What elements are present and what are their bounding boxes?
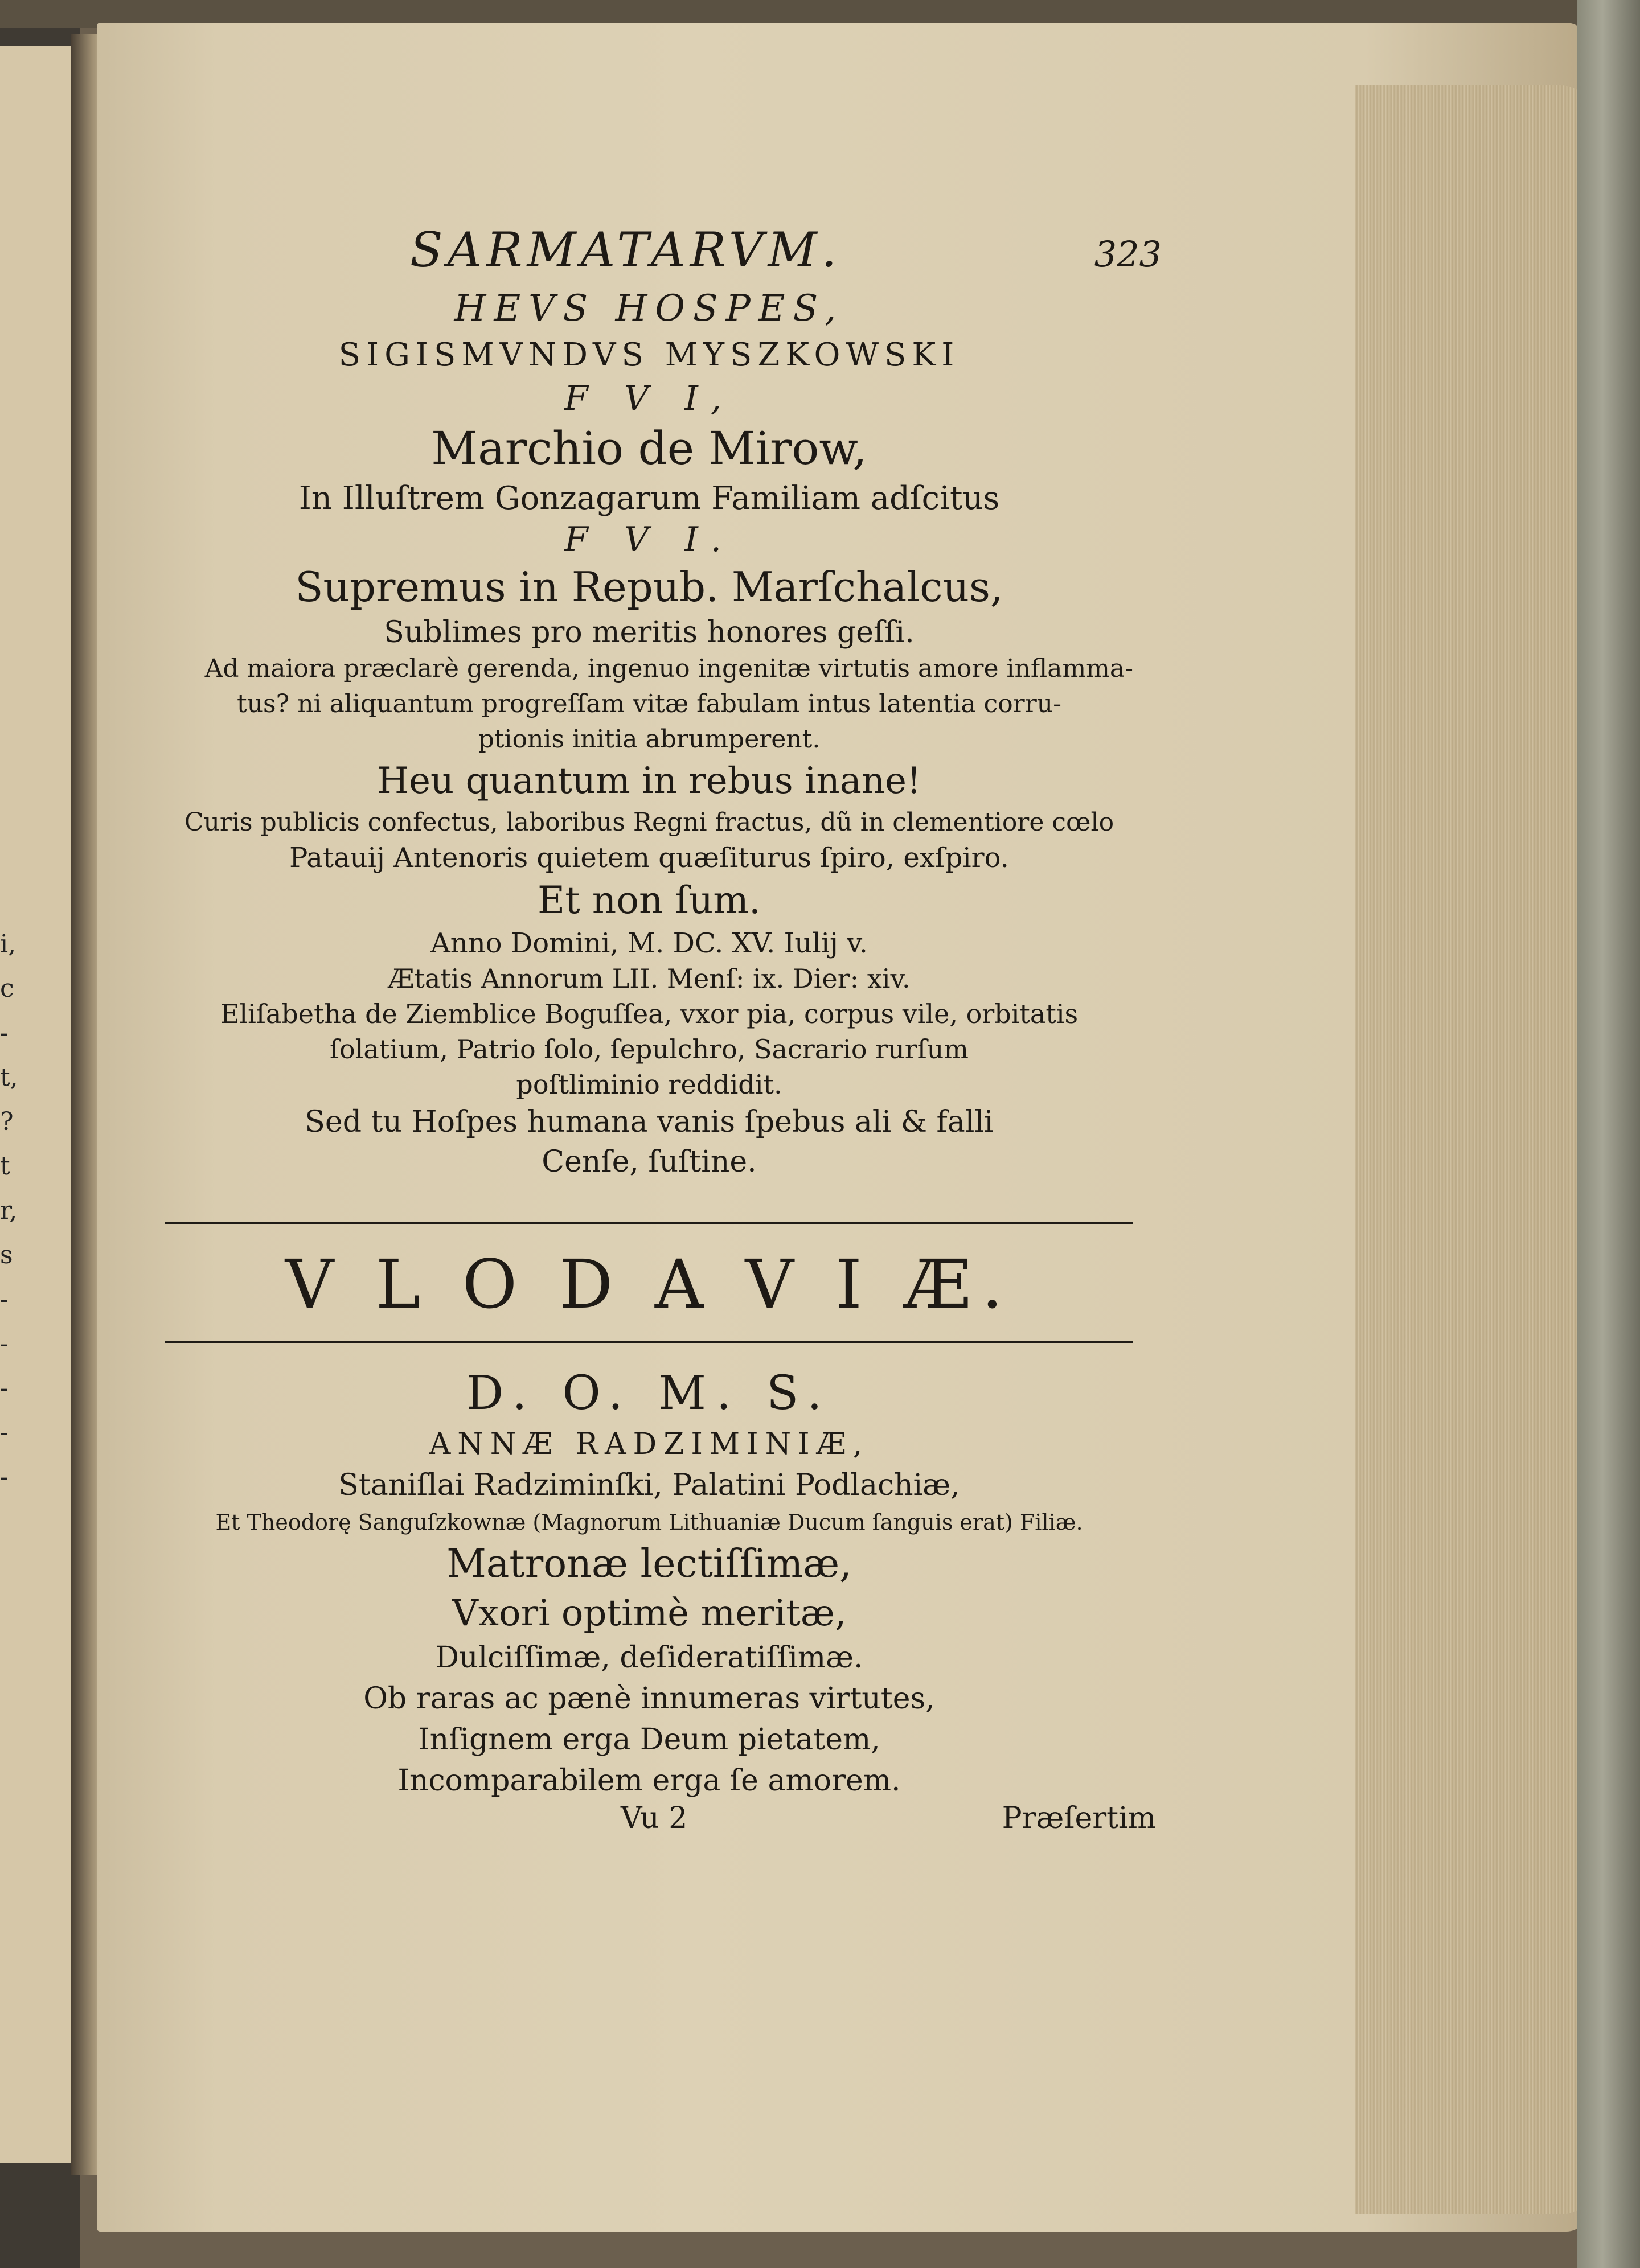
epitaph-line: Ad maiora præclarè gerenda, ingenuo ingenitæ virtutis amore inflamma- <box>204 654 1133 683</box>
margin-fragment: ? <box>0 1107 14 1136</box>
epitaph-line: Cenſe, ſuſtine. <box>542 1145 757 1179</box>
epitaph-line: Et Theodorę Sanguſzkownæ (Magnorum Lithuaniæ Ducum ſanguis erat) Filiæ. <box>215 1510 1083 1535</box>
epitaph-line: Ob raras ac pænè innumeras virtutes, <box>363 1682 935 1716</box>
epitaph-line: poſtliminio reddidit. <box>516 1069 782 1100</box>
epitaph-line: ſolatium, Patrio ſolo, ſepulchro, Sacrario rurſum <box>329 1034 969 1065</box>
epitaph-line: Curis publicis confectus, laboribus Regni fractus, dũ in clementiore cœlo <box>184 808 1114 837</box>
epitaph-line: Sublimes pro meritis honores geſſi. <box>384 615 915 650</box>
epitaph-line: Staniſlai Radziminſki, Palatini Podlachiæ, <box>338 1468 960 1502</box>
margin-fragment: c <box>0 974 14 1003</box>
page-header <box>131 222 1167 285</box>
epitaph-line: D. O. M. S. <box>466 1366 833 1420</box>
epitaph-line: Patauij Antenoris quietem quæſiturus ſpiro, exſpiro. <box>289 842 1009 874</box>
margin-fragment: r, <box>0 1196 18 1225</box>
catchword: Præſertim <box>1002 1801 1156 1835</box>
epitaph-line: ANNÆ RADZIMINIÆ, <box>429 1427 870 1461</box>
page-body <box>131 285 1167 1847</box>
epitaph-line: ptionis initia abrumperent. <box>478 725 821 754</box>
epitaph-line: F V I. <box>564 520 734 560</box>
margin-fragment: - <box>0 1418 9 1447</box>
page-footer <box>131 1801 1167 1847</box>
horizontal-rule <box>165 1222 1133 1224</box>
epitaph-line: SIGISMVNDVS MYSZKOWSKI <box>338 336 960 373</box>
running-title: SARMATARVM. <box>410 222 842 278</box>
epitaph-line: Supremus in Repub. Marſchalcus, <box>295 563 1003 611</box>
epitaph-line: Marchio de Mirow, <box>431 422 867 475</box>
margin-fragment: t, <box>0 1063 18 1092</box>
margin-fragment: - <box>0 1329 9 1358</box>
epitaph-line: In Illuſtrem Gonzagarum Familiam adſcitus <box>298 480 1000 517</box>
epitaph-line: tus? ni aliquantum progreſſam vitæ fabulam intus latentia corru- <box>237 689 1061 718</box>
epitaph-line: Et non ſum. <box>538 878 761 922</box>
cover-cloth <box>1577 0 1640 2268</box>
margin-fragment: - <box>0 1374 9 1403</box>
epitaph-line: Incomparabilem erga ſe amorem. <box>397 1764 901 1798</box>
epitaph-line: HEVS HOSPES, <box>454 287 844 330</box>
signature-mark: Vu 2 <box>621 1801 688 1835</box>
left-margin-fragments <box>0 922 17 1499</box>
epitaph-line: Vxori optimè meritæ, <box>452 1592 847 1634</box>
margin-fragment: t <box>0 1152 10 1181</box>
margin-fragment: - <box>0 1462 9 1492</box>
horizontal-rule <box>165 1341 1133 1343</box>
epitaph-line: F V I, <box>564 379 734 418</box>
epitaph-line: Inſignem erga Deum pietatem, <box>418 1723 880 1757</box>
epitaph-line: Ætatis Annorum LII. Menſ: ix. Dier: xiv. <box>388 963 911 994</box>
epitaph-line: Eliſabetha de Ziemblice Boguſſea, vxor pia, corpus vile, orbitatis <box>220 999 1079 1029</box>
page-number: 323 <box>1094 233 1162 275</box>
epitaph-line: Sed tu Hoſpes humana vanis ſpebus ali & falli <box>305 1105 994 1139</box>
margin-fragment: i, <box>0 930 17 959</box>
epitaph-line: Heu quantum in rebus inane! <box>377 760 921 802</box>
epitaph-line: Anno Domini, M. DC. XV. Iulij v. <box>430 927 868 959</box>
epitaph-line: Matronæ lectiſſimæ, <box>446 1542 852 1587</box>
left-page-sliver <box>0 46 75 2163</box>
margin-fragment: - <box>0 1018 9 1047</box>
margin-fragment: - <box>0 1285 9 1314</box>
margin-fragment: s <box>0 1240 13 1269</box>
section-title: V L O D A V I Æ. <box>285 1245 1014 1324</box>
page-fore-edge <box>1355 85 1594 2214</box>
epitaph-line: Dulciſſimæ, deſideratiſſimæ. <box>435 1641 863 1675</box>
